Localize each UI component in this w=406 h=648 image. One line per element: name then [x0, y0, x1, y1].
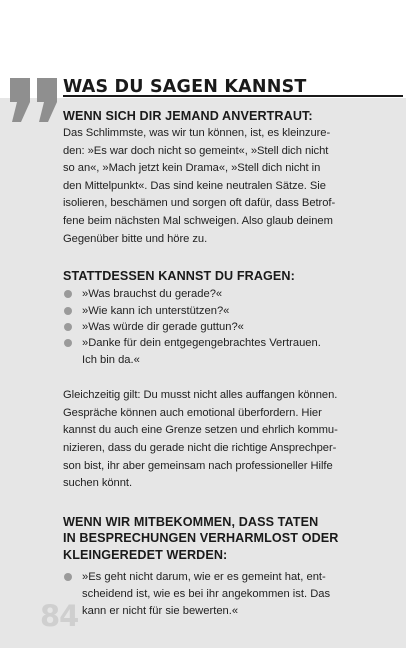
bullet-dot-icon — [64, 307, 72, 315]
list-item-text: »Was brauchst du gerade?« — [82, 288, 223, 301]
article-body — [63, 108, 393, 620]
list-item-text: scheidend ist, wie es bei ihr angekommen ist. Das — [82, 587, 331, 600]
text-line: nizieren, dass du gerade nicht die richtige Ansprechper- — [63, 441, 337, 454]
section-title: STATTDESSEN KANNST DU FRAGEN: — [63, 269, 295, 284]
section-heading: WAS DU SAGEN KANNST — [63, 77, 307, 97]
text-line: Gegenüber bitte und höre zu. — [63, 232, 208, 245]
bullet-dot-icon — [64, 323, 72, 331]
paragraph — [63, 387, 393, 493]
list-item — [63, 335, 393, 368]
section-title — [63, 514, 393, 563]
section-confided — [63, 108, 393, 248]
bullet-dot-icon — [64, 339, 72, 347]
bullet-dot-icon — [64, 290, 72, 298]
question-list — [63, 286, 393, 368]
title-line: IN BESPRECHUNGEN VERHARMLOST ODER — [63, 531, 339, 546]
closing-quote-icon — [8, 78, 60, 122]
section-meetings — [63, 514, 393, 620]
list-item — [63, 569, 393, 620]
list-item-text: Ich bin da.« — [82, 353, 140, 366]
text-line: Das Schlimmste, was wir tun können, ist, es kleinzure- — [63, 127, 331, 139]
list-item-text: »Danke für dein entgegengebrachtes Vertrauen. — [82, 337, 321, 350]
section-title: WENN SICH DIR JEMAND ANVERTRAUT: — [63, 109, 313, 123]
heading-rule — [63, 95, 403, 97]
section-questions — [63, 268, 393, 368]
text-line: son bist, ihr aber gemeinsam nach professioneller Hilfe — [63, 459, 333, 472]
quote-list — [63, 569, 393, 620]
page-number: 84 — [40, 599, 79, 633]
bullet-dot-icon — [64, 573, 72, 581]
text-line: so an«, »Mach jetzt kein Drama«, »Stell dich nicht in — [63, 162, 321, 175]
list-item — [63, 286, 393, 302]
paragraph — [63, 125, 393, 248]
text-line: den: »Es war doch nicht so gemeint«, »Stell dich nicht — [63, 144, 329, 157]
title-line: WENN WIR MITBEKOMMEN, DASS TATEN — [63, 514, 319, 529]
list-item-text: »Es geht nicht darum, wie er es gemeint hat, ent- — [82, 570, 326, 583]
title-line: KLEINGEREDET WERDEN: — [63, 547, 228, 562]
list-item-text: »Wie kann ich unterstützen?« — [82, 304, 230, 317]
text-line: den Mittelpunkt«. Das sind keine neutralen Sätze. Sie — [63, 179, 326, 192]
text-line: Gleichzeitig gilt: Du musst nicht alles auffangen können. — [63, 389, 338, 402]
text-line: kannst du auch eine Grenze setzen und ehrlich kommu- — [63, 424, 338, 437]
list-item-text: »Was würde dir gerade guttun?« — [82, 320, 244, 333]
text-line: fene beim nächsten Mal schweigen. Also glaub deinem — [63, 214, 333, 227]
list-item — [63, 319, 393, 335]
text-line: isolieren, beschämen und sorgen oft dafür, dass Betrof- — [63, 197, 336, 210]
text-line: suchen könnt. — [63, 477, 133, 490]
text-line: Gespräche können auch emotional überfordern. Hier — [63, 406, 322, 419]
list-item — [63, 303, 393, 319]
list-item-text: kann er nicht für sie bewerten.« — [82, 604, 239, 617]
